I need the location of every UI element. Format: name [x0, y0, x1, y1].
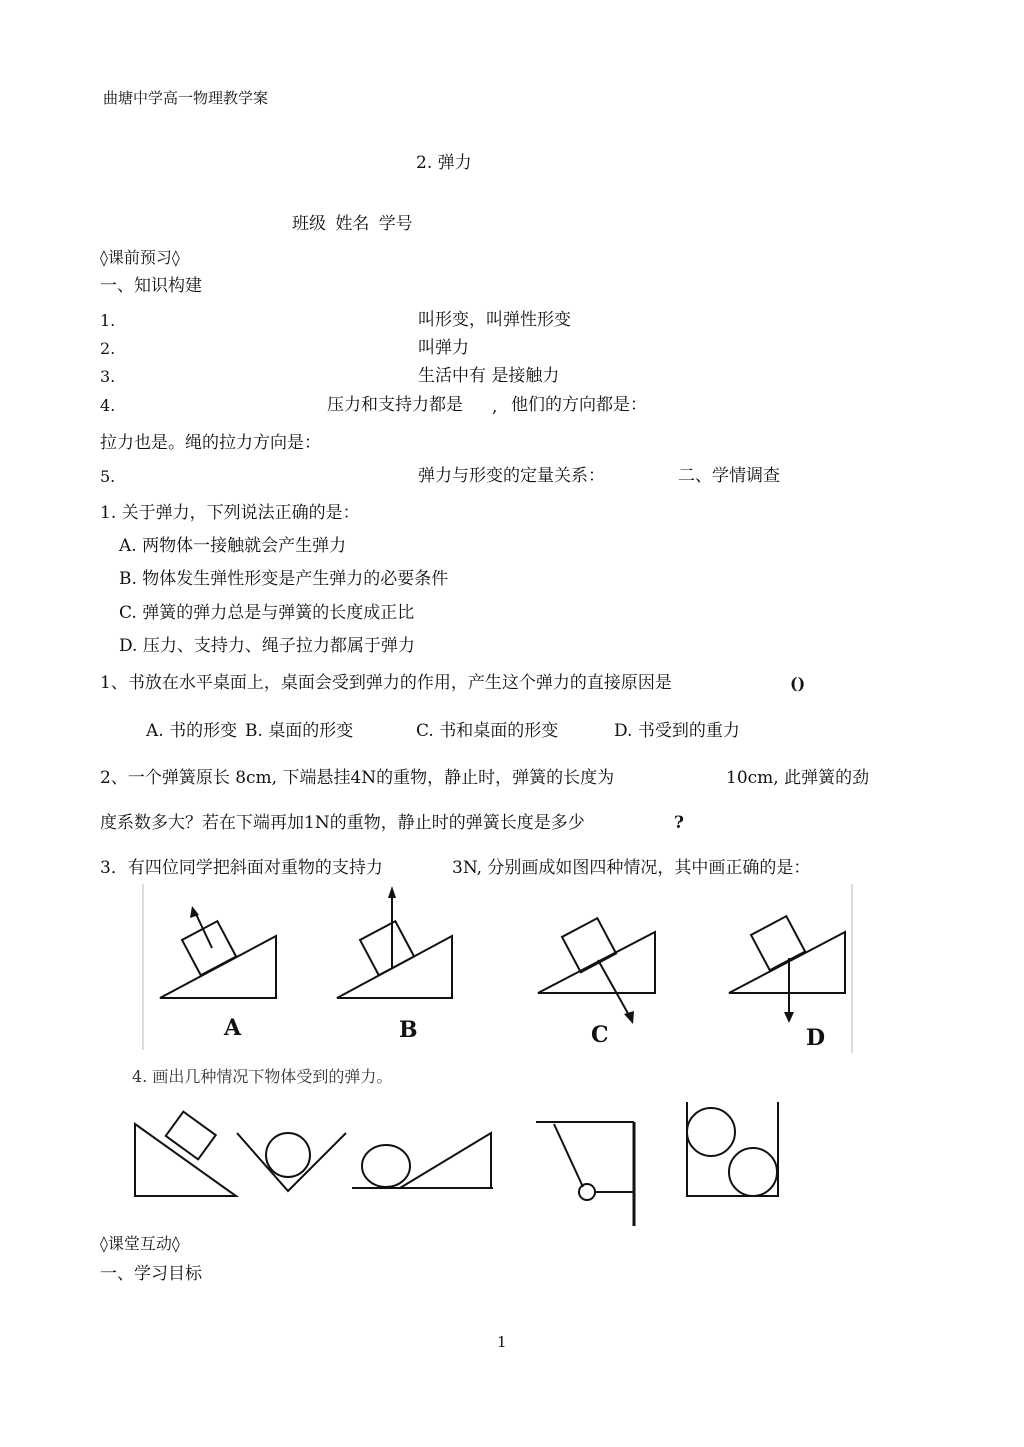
item-3-number: 3. [100, 367, 116, 386]
q3-line2-b: ? [674, 813, 684, 833]
figure-b-arrowhead [388, 886, 396, 898]
q5-text: 4. 画出几种情况下物体受到的弹力。 [132, 1067, 393, 1086]
figure-label-c: C [591, 1022, 609, 1048]
item-5-number: 5. [100, 467, 116, 486]
drawing-two-balls-in-box [687, 1102, 778, 1196]
item-2-text: 叫弹力 [418, 338, 469, 358]
survey-section-title: 二、学情调查 [678, 466, 780, 486]
item-4-mark: , [492, 397, 498, 417]
q3-line2-a: 度系数多大？若在下端再加1N的重物，静止时的弹簧长度是多少 [100, 813, 585, 833]
page-title: 2. 弹力 [416, 153, 472, 173]
figure-d-arrowhead [784, 1012, 794, 1023]
item-1-number: 1. [100, 311, 116, 330]
q2-option-d: D. 书受到的重力 [614, 721, 740, 741]
drawing-ball-against-incline [352, 1133, 493, 1188]
q2-option-b: B. 桌面的形变 [245, 721, 354, 741]
page-number: 1 [497, 1333, 507, 1351]
figure-b-incline [337, 893, 452, 998]
q3-line1-b: 10cm, 此弹簧的劲 [726, 768, 870, 788]
q1-option-c: C. 弹簧的弹力总是与弹簧的长度成正比 [119, 603, 415, 623]
preview-heading: ◊课前预习◊ [100, 248, 180, 267]
item-4-text2: 他们的方向都是： [511, 395, 647, 415]
figure-c-incline [538, 918, 655, 1017]
item-4-text: 压力和支持力都是 [327, 395, 463, 415]
goals-section-title: 一、学习目标 [100, 1264, 202, 1284]
drawing-block-on-incline [135, 1112, 236, 1196]
q2-option-c: C. 书和桌面的形变 [416, 721, 559, 741]
figure-d-incline [729, 916, 845, 1015]
q1-option-d: D. 压力、支持力、绳子拉力都属于弹力 [119, 636, 415, 656]
item-2-number: 2. [100, 339, 116, 358]
q1-option-b: B. 物体发生弹性形变是产生弹力的必要条件 [119, 569, 449, 589]
q4-line-a: 3．有四位同学把斜面对重物的支持力 [100, 858, 383, 878]
figure-label-a: A [224, 1015, 242, 1041]
q4-line-b: 3N, 分别画成如图四种情况，其中画正确的是： [452, 858, 811, 878]
q2-option-a: A. 书的形变 [146, 721, 238, 741]
drawing-ball-in-v-groove [237, 1133, 346, 1191]
item-3-text: 生活中有 是接触力 [418, 366, 560, 386]
item-4-number: 4. [100, 396, 116, 415]
figure-label-b: B [399, 1017, 418, 1043]
item-5-text: 弹力与形变的定量关系： [418, 466, 605, 486]
q2-answer-paren: () [790, 674, 806, 693]
figure-a-incline [160, 912, 276, 998]
q2-stem: 1、书放在水平桌面上，桌面会受到弹力的作用，产生这个弹力的直接原因是 [100, 673, 672, 693]
classroom-heading: ◊课堂互动◊ [100, 1234, 180, 1253]
school-header: 曲塘中学高一物理教学案 [103, 89, 269, 107]
figure-c-arrowhead [624, 1011, 634, 1024]
figure-label-d: D [806, 1025, 826, 1051]
q3-line1-a: 2、一个弹簧原长 8cm, 下端悬挂4N的重物，静止时，弹簧的长度为 [100, 768, 615, 788]
item-4-continuation: 拉力也是。绳的拉力方向是： [100, 433, 321, 453]
knowledge-section-title: 一、知识构建 [100, 276, 202, 296]
item-1-text: 叫形变，叫弹性形变 [418, 310, 571, 330]
q1-option-a: A. 两物体一接触就会产生弹力 [119, 536, 347, 556]
student-info: 班级 姓名 学号 [292, 214, 413, 234]
drawing-rod-ball-wall [536, 1122, 634, 1226]
q1-stem: 1. 关于弹力，下列说法正确的是： [100, 503, 360, 523]
